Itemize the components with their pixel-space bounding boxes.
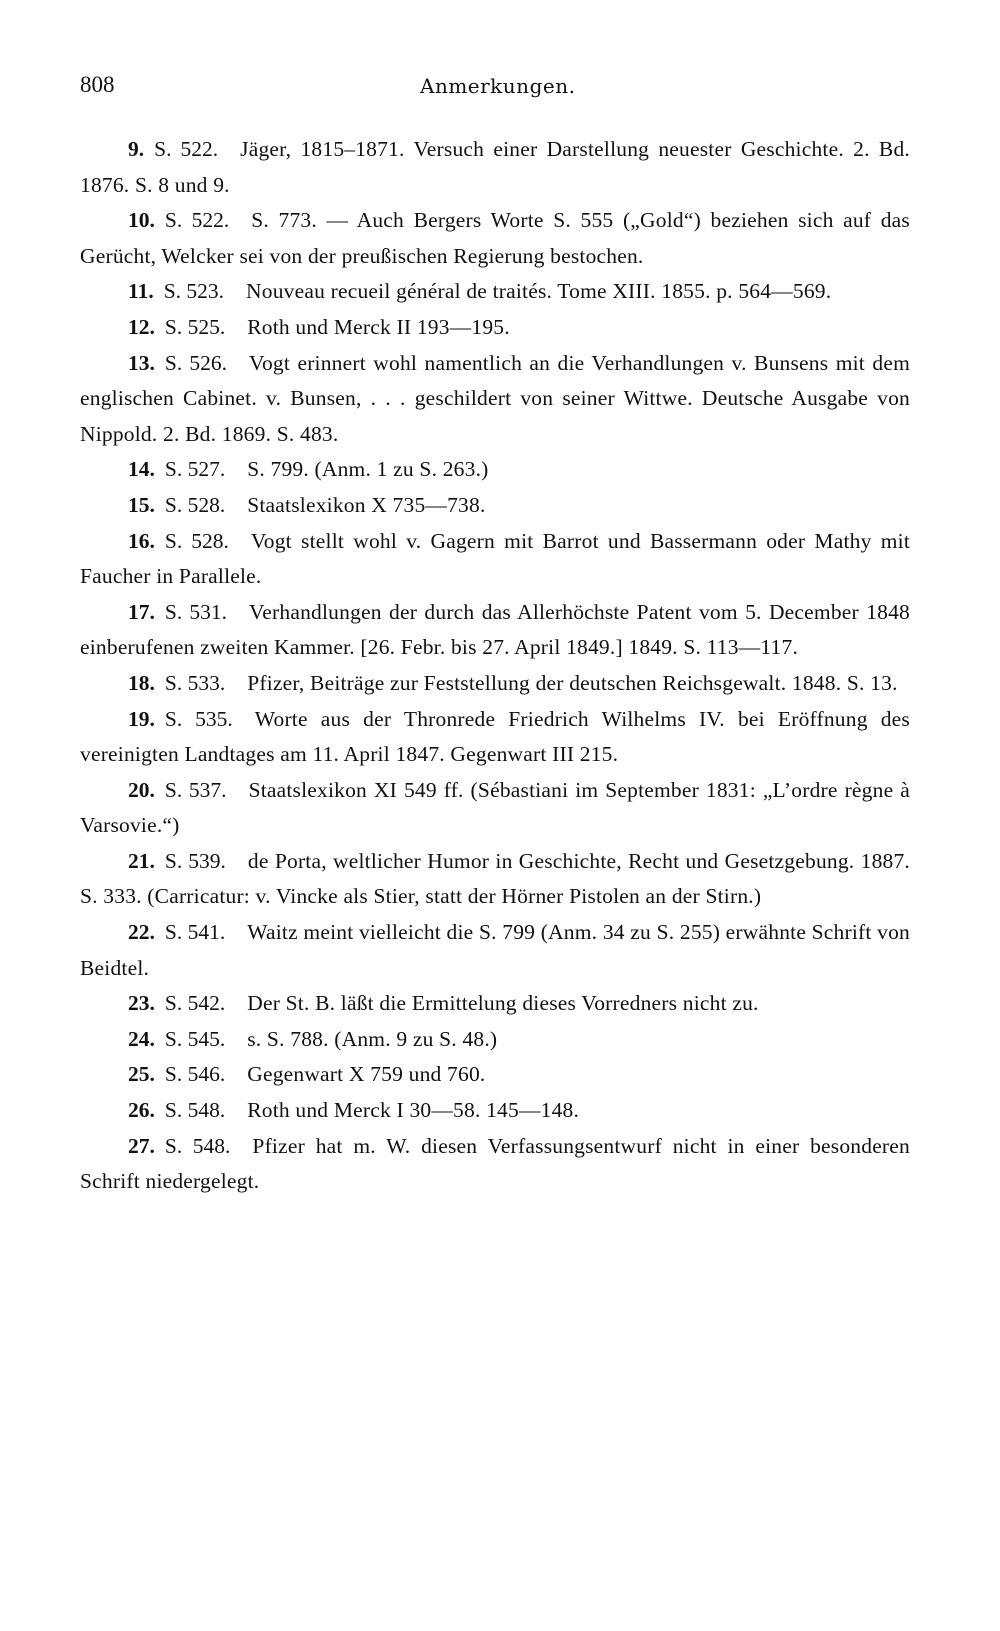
endnote [80,452,910,488]
note-page-reference: S. 548. [164,1133,231,1158]
note-page-reference: S. 546. [164,1062,226,1087]
note-text: Staatslexikon XI 549 ff. (Sébastiani im September 1831: „L’ordre règne à Varsovie.“) [80,777,910,838]
note-page-reference: S. 537. [164,777,227,802]
note-page-reference: S. 542. [164,991,226,1016]
note-text: S. 799. (Anm. 1 zu S. 263.) [247,457,489,482]
note-number: 21. [128,848,155,873]
page-number: 808 [80,72,115,97]
note-number: 20. [128,777,155,802]
note-text: S. 773. — Auch Bergers Worte S. 555 („Gold“) beziehen sich auf das Gerücht, Welcker sei von der preußischen Regierung bestochen. [80,208,910,268]
note-number: 22. [128,920,155,945]
note-number: 18. [128,670,155,695]
note-page-reference: S. 528. [164,528,229,553]
endnote [80,274,910,310]
note-text: Verhandlungen der durch das Allerhöchste Patent vom 5. December 1848 einberufenen zweiten Kammer. [26. Febr. bis 27. April 1849.] 1849. S. 113—117. [80,599,910,660]
note-text: Staatslexikon X 735—738. [247,492,486,517]
note-page-reference: S. 522. [164,208,230,233]
note-number: 16. [128,528,155,553]
note-page-reference: S. 528. [164,492,226,517]
endnote [80,132,910,203]
note-page-reference: S. 525. [164,314,226,339]
note-text: Jäger, 1815–1871. Versuch einer Darstellung neuester Geschichte. 2. Bd. 1876. S. 8 und 9. [80,137,910,197]
note-number: 24. [128,1026,155,1051]
endnote [80,488,910,524]
note-text: Nouveau recueil général de traités. Tome XIII. 1855. p. 564—569. [246,279,832,304]
endnote [80,1022,910,1058]
note-text: Pfizer hat m. W. diesen Verfassungsentwurf nicht in einer besonderen Schrift niedergelegt. [80,1133,910,1194]
endnote [80,203,910,274]
note-text: Roth und Merck I 30—58. 145—148. [247,1098,580,1123]
note-number: 15. [128,492,155,517]
note-number: 9. [128,137,145,161]
note-page-reference: S. 545. [164,1026,226,1051]
note-text: de Porta, weltlicher Humor in Geschichte, Recht und Gesetzgebung. 1887. S. 333. (Carricatur: v. Vincke als Stier, statt der Hörner Pistolen an der Stirn.) [80,848,910,909]
note-text: Waitz meint vielleicht die S. 799 (Anm. 34 zu S. 255) erwähnte Schrift von Beidtel. [80,920,910,980]
endnote [80,1057,910,1093]
note-number: 13. [128,350,155,375]
endnote [80,666,910,702]
note-number: 25. [128,1062,155,1087]
endnote [80,1093,910,1129]
note-number: 10. [128,208,155,233]
note-number: 26. [128,1098,155,1123]
note-text: Vogt erinnert wohl namentlich an die Verhandlungen v. Bunsens mit dem englischen Cabinet. v. Bunsen, . . . geschildert von seiner Wittwe. Deutsche Ausgabe von Nippold. 2. Bd. 1869. S. 483. [80,350,910,446]
note-number: 23. [128,991,155,1016]
endnote [80,310,910,346]
endnote [80,844,910,915]
running-title: Anmerkungen. [420,74,576,98]
note-page-reference: S. 548. [164,1098,226,1123]
endnote [80,1129,910,1200]
page-header [80,72,910,112]
note-text: Der St. B. läßt die Ermittelung dieses Vorredners nicht zu. [247,991,759,1016]
endnote [80,915,910,986]
note-text: Gegenwart X 759 und 760. [247,1062,486,1087]
endnote [80,524,910,595]
note-page-reference: S. 535. [164,706,233,731]
endnote [80,702,910,773]
note-page-reference: S. 522. [154,137,219,161]
note-number: 14. [128,457,155,482]
note-number: 12. [128,314,155,339]
note-number: 19. [128,706,155,731]
endnotes-list [80,132,910,1200]
note-page-reference: S. 526. [164,350,228,375]
endnote [80,773,910,844]
note-text: Vogt stellt wohl v. Gagern mit Barrot und Bassermann oder Mathy mit Faucher in Parallele. [80,528,910,589]
note-text: Roth und Merck II 193—195. [247,314,510,339]
note-number: 11. [128,279,154,304]
note-page-reference: S. 527. [164,457,226,482]
note-page-reference: S. 539. [164,848,226,873]
endnote [80,595,910,666]
note-number: 17. [128,599,155,624]
note-page-reference: S. 523. [163,279,225,304]
note-page-reference: S. 531. [164,599,227,624]
endnote [80,986,910,1022]
note-text: Pfizer, Beiträge zur Feststellung der deutschen Reichsgewalt. 1848. S. 13. [247,670,898,695]
note-text: Worte aus der Thronrede Friedrich Wilhelms IV. bei Eröffnung des vereinigten Landtages am 11. April 1847. Gegenwart III 215. [80,706,910,767]
note-page-reference: S. 541. [164,920,226,945]
endnote [80,346,910,453]
note-page-reference: S. 533. [164,670,226,695]
note-text: s. S. 788. (Anm. 9 zu S. 48.) [247,1026,498,1051]
note-number: 27. [128,1133,155,1158]
